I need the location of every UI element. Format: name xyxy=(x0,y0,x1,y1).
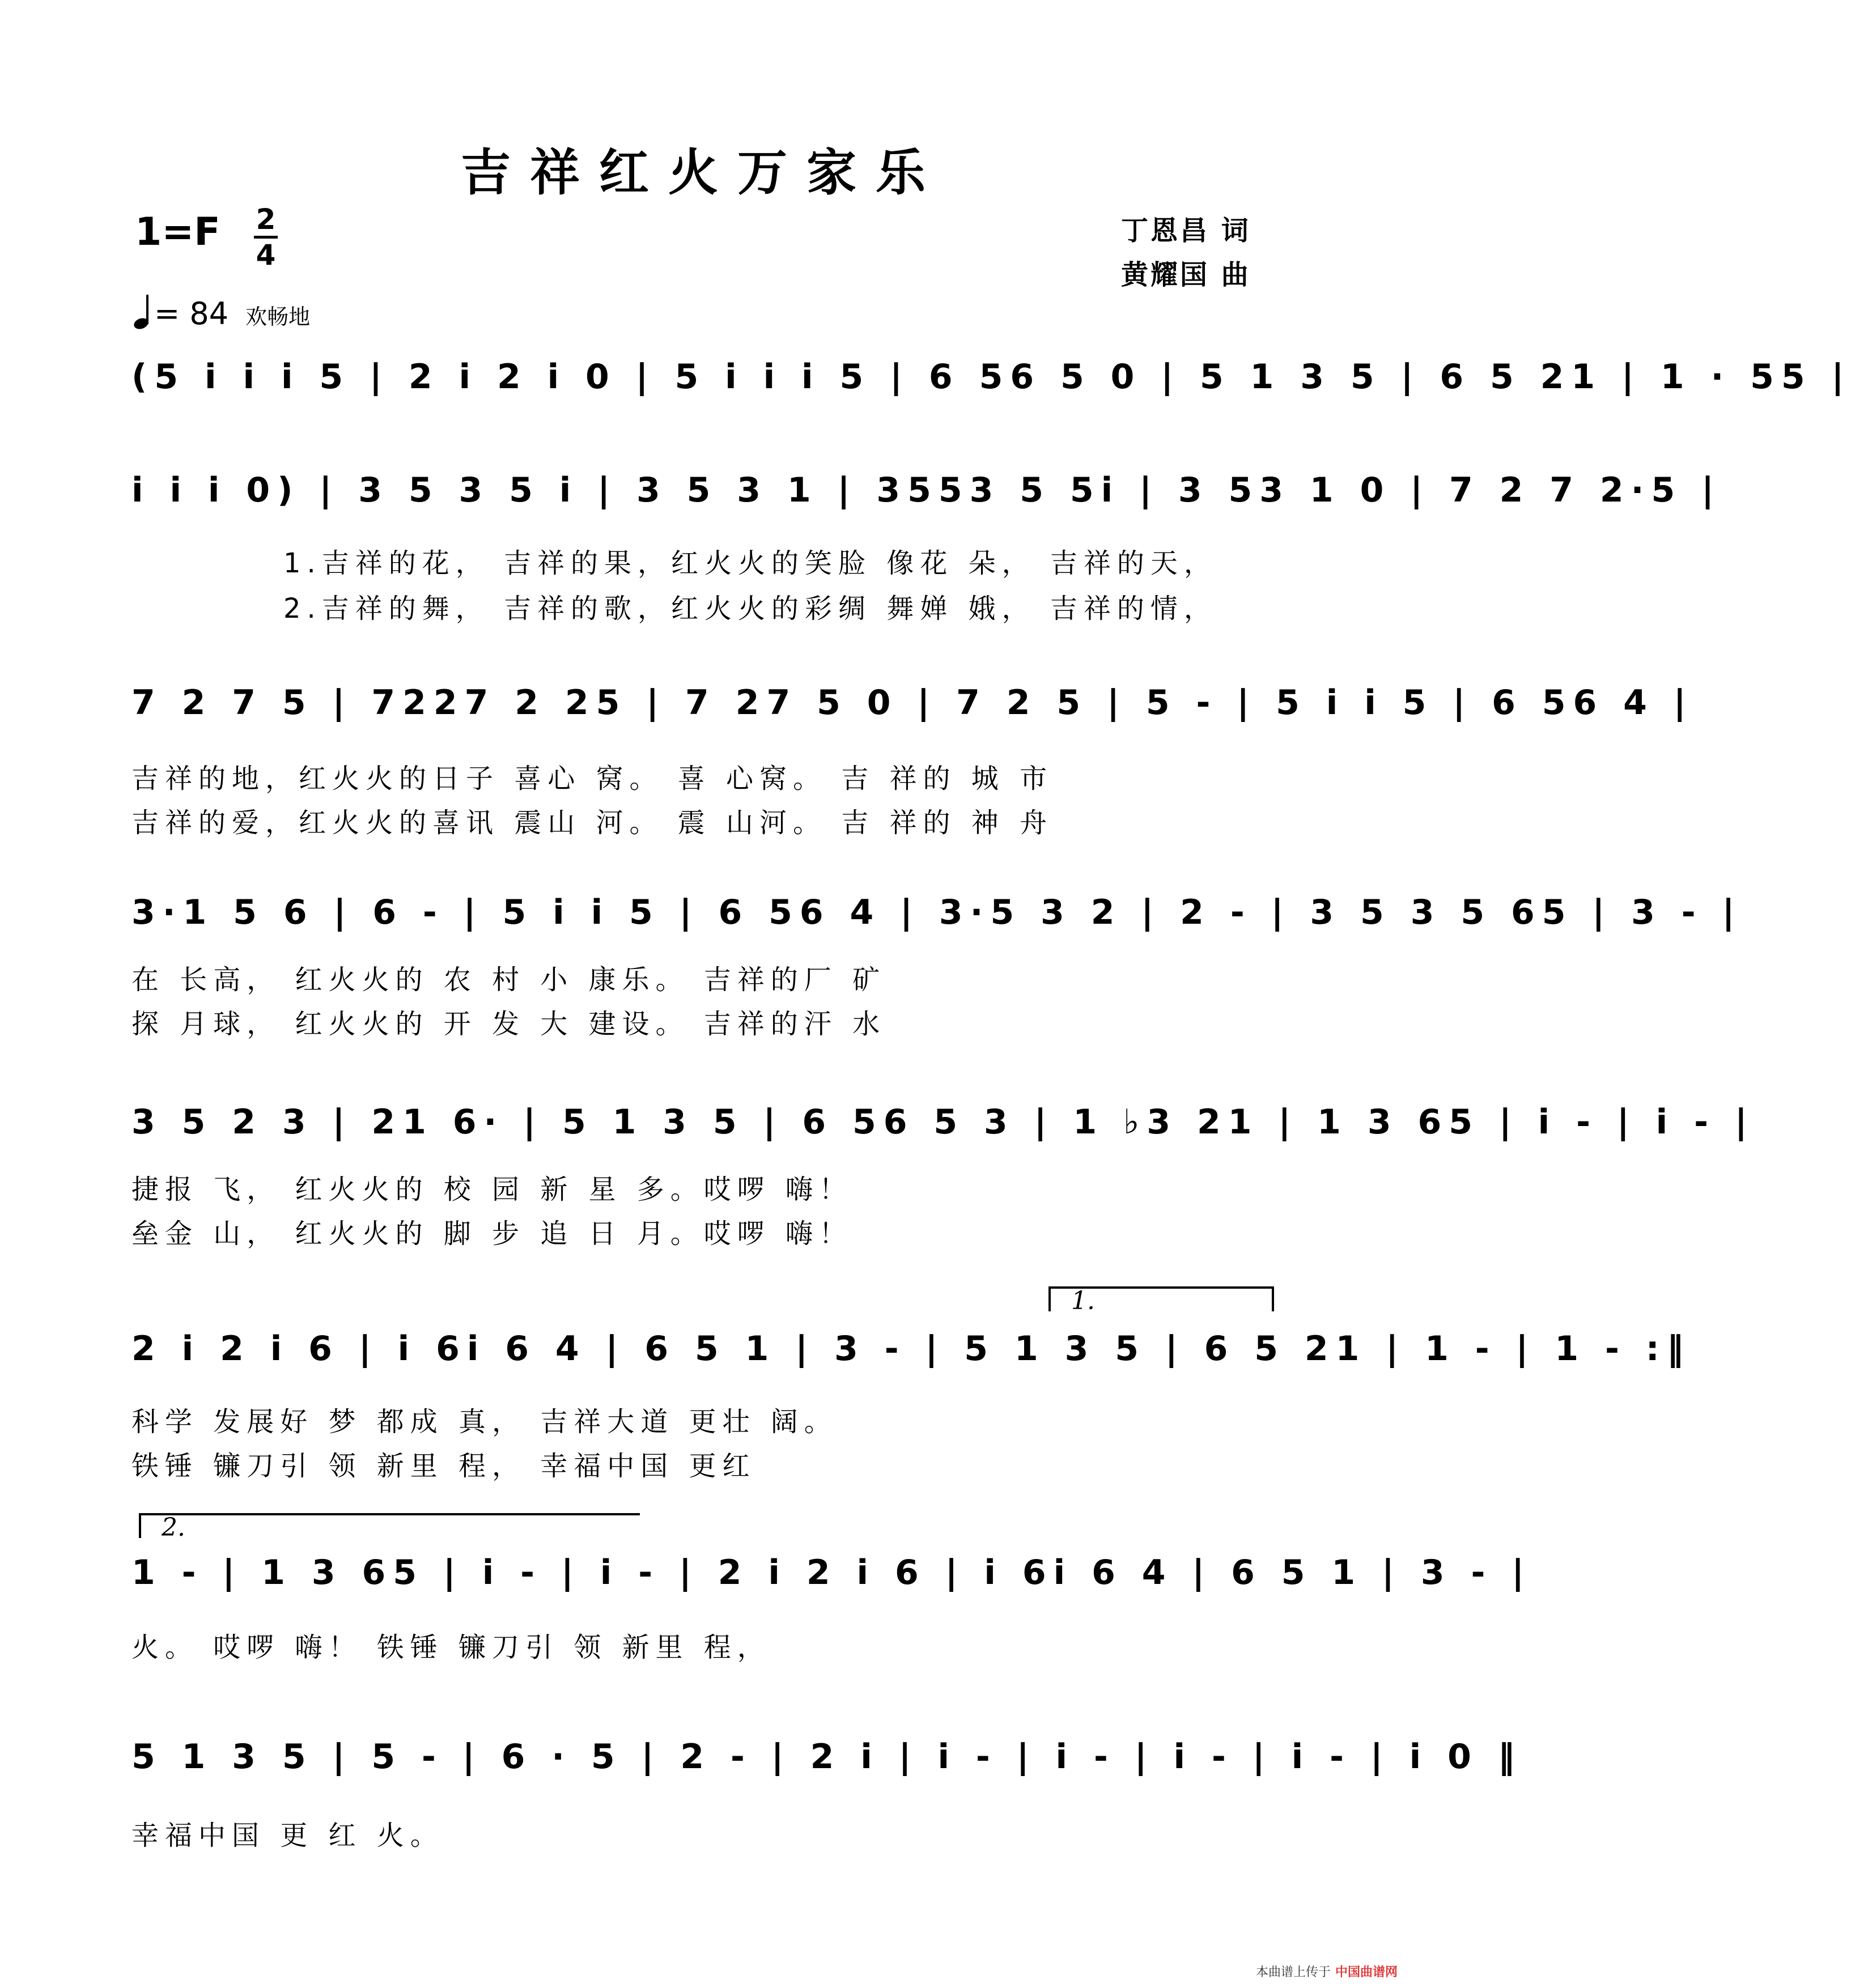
tempo-expression: 欢畅地 xyxy=(245,304,311,329)
lyric-line: 捷报 飞， 红火火的 校 园 新 星 多。哎啰 嗨！ xyxy=(131,1174,853,1205)
lyric-line: 科学 发展好 梦 都成 真， 吉祥大道 更壮 阔。 xyxy=(131,1406,838,1438)
notation-line: 2 i 2 i 6 | i 6i 6 4 | 6 5 1 | 3 - | 5 1 3 5 | 6 5 21 | 1 - | 1 - :‖ xyxy=(131,1329,1691,1369)
lyricist: 丁恩昌 词 xyxy=(1121,215,1251,247)
footer-text: 本曲谱上传于 xyxy=(1255,1965,1331,1979)
notation-line: i i i 0) | 3 5 3 5 i | 3 5 3 1 | 3553 5 5i | 3 53 1 0 | 7 2 7 2·5 | xyxy=(131,470,1722,510)
staff-system-2 xyxy=(131,465,1722,533)
lyric-line: 火。 哎啰 嗨！ 铁锤 镰刀引 领 新里 程， xyxy=(131,1632,771,1663)
second-ending-label: 2. xyxy=(162,1513,185,1542)
site-logo: 中国曲谱网 xyxy=(1335,1965,1398,1979)
lyric-line: 在 长高， 红火火的 农 村 小 康乐。 吉祥的厂 矿 xyxy=(131,964,886,996)
staff-system-6 xyxy=(131,1323,1691,1391)
first-ending-label: 1. xyxy=(1071,1286,1095,1315)
staff-system-7 xyxy=(131,1547,1532,1615)
lyric-line: 垒金 山， 红火火的 脚 步 追 日 月。哎啰 嗨！ xyxy=(131,1218,853,1250)
staff-system-1 xyxy=(131,351,1851,419)
notation-line: 3·1 5 6 | 6 - | 5 i i 5 | 6 56 4 | 3·5 3 2 | 2 - | 3 5 3 5 65 | 3 - | xyxy=(131,893,1742,932)
tempo-marking xyxy=(134,295,310,332)
tempo-bpm: = 84 xyxy=(154,296,229,332)
notation-line: 3 5 2 3 | 21 6· | 5 1 3 5 | 6 56 5 3 | 1 ♭3 21 | 1 3 65 | i - | i - | xyxy=(131,1102,1755,1142)
notation-line: 7 2 7 5 | 7227 2 25 | 7 27 5 0 | 7 2 5 | 5 - | 5 i i 5 | 6 56 4 | xyxy=(131,683,1693,723)
lyric-line: 1.吉祥的花， 吉祥的果，红火火的笑脸 像花 朵， 吉祥的天， xyxy=(283,547,1217,579)
staff-system-5 xyxy=(131,1097,1755,1165)
notation-line: 5 1 3 5 | 5 - | 6 · 5 | 2 - | 2 i | i - | i - | i - | i - | i 0 ‖ xyxy=(131,1737,1522,1777)
staff-system-4 xyxy=(131,887,1742,955)
lyric-line: 吉祥的地，红火火的日子 喜心 窝。 喜 心窝。 吉 祥的 城 市 xyxy=(131,763,1054,795)
lyric-line: 幸福中国 更 红 火。 xyxy=(131,1820,444,1851)
credits xyxy=(1121,209,1251,297)
notation-line: (5 i i i 5 | 2 i 2 i 0 | 5 i i i 5 | 6 56 5 0 | 5 1 3 5 | 6 5 21 | 1 · 55 | xyxy=(131,357,1851,397)
lyric-line: 2.吉祥的舞， 吉祥的歌，红火火的彩绸 舞婵 娥， 吉祥的情， xyxy=(283,593,1217,625)
watermark-footer xyxy=(1256,1962,1398,1980)
key-signature: 1=F xyxy=(135,210,220,254)
meter-top: 2 xyxy=(256,203,276,236)
lyric-line: 铁锤 镰刀引 领 新里 程， 幸福中国 更红 xyxy=(131,1450,756,1482)
staff-system-3 xyxy=(131,677,1693,745)
composer: 黄耀国 曲 xyxy=(1121,259,1251,291)
song-title: 吉祥红火万家乐 xyxy=(460,143,945,202)
quarter-note-icon xyxy=(134,295,154,329)
staff-system-8 xyxy=(131,1731,1522,1799)
first-ending-bracket xyxy=(1048,1286,1274,1315)
lyric-line: 吉祥的爱，红火火的喜讯 震山 河。 震 山河。 吉 祥的 神 舟 xyxy=(131,807,1054,839)
second-ending-bracket xyxy=(139,1513,640,1542)
meter-bottom: 4 xyxy=(256,239,276,271)
time-signature xyxy=(254,204,278,270)
notation-line: 1 - | 1 3 65 | i - | i - | 2 i 2 i 6 | i 6i 6 4 | 6 5 1 | 3 - | xyxy=(131,1553,1532,1592)
lyric-line: 探 月球， 红火火的 开 发 大 建设。 吉祥的汗 水 xyxy=(131,1008,886,1040)
